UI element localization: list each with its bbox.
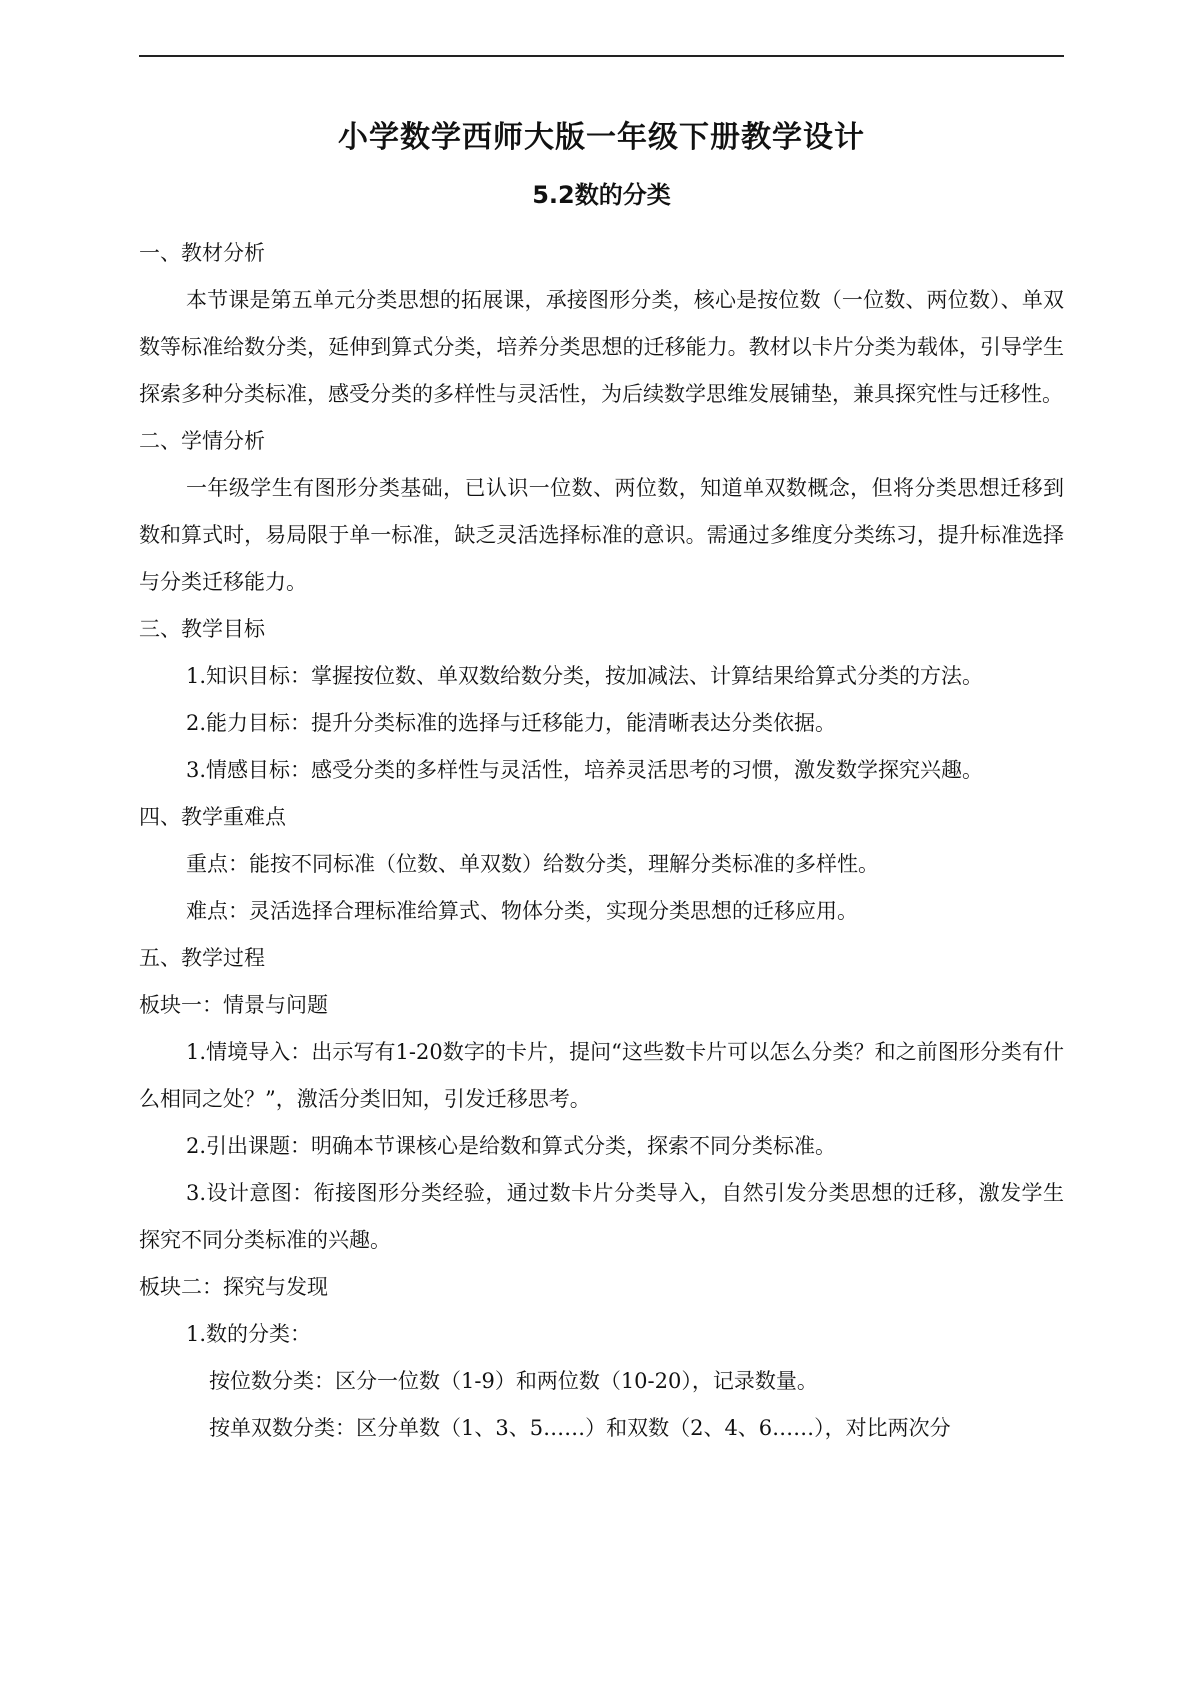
section-heading-textbook-analysis: 一、教材分析 (139, 241, 265, 265)
block-heading-explore: 板块二：探究与发现 (139, 1275, 328, 1299)
document-subtitle: 5.2数的分类 (532, 181, 671, 209)
paragraph-scenario-intro: 1.情境导入：出示写有1-20数字的卡片，提问“这些数卡片可以怎么分类？和之前图形分类有什么相同之处？”，激活分类旧知，引发迁移思考。 (139, 1040, 1064, 1111)
paragraph-difficult-point: 难点：灵活选择合理标准给算式、物体分类，实现分类思想的迁移应用。 (186, 899, 858, 923)
paragraph-design-intent: 3.设计意图：衔接图形分类经验，通过数卡片分类导入，自然引发分类思想的迁移，激发学生探究不同分类标准的兴趣。 (139, 1181, 1064, 1252)
paragraph-goal-knowledge: 1.知识目标：掌握按位数、单双数给数分类，按加减法、计算结果给算式分类的方法。 (186, 664, 984, 688)
paragraph-topic-intro: 2.引出课题：明确本节课核心是给数和算式分类，探索不同分类标准。 (186, 1134, 837, 1158)
paragraph-classify-by-odd-even: 按单双数分类：区分单数（1、3、5……）和双数（2、4、6……），对比两次分 (209, 1416, 951, 1440)
paragraph-student-analysis: 一年级学生有图形分类基础，已认识一位数、两位数，知道单双数概念，但将分类思想迁移到数和算式时，易局限于单一标准，缺乏灵活选择标准的意识。需通过多维度分类练习，提升标准选择与分类迁移能力。 (139, 476, 1064, 594)
paragraph-key-point: 重点：能按不同标准（位数、单双数）给数分类，理解分类标准的多样性。 (186, 852, 879, 876)
section-heading-key-points: 四、教学重难点 (139, 805, 286, 829)
document-body (139, 108, 1064, 1452)
paragraph-classify-by-digits: 按位数分类：区分一位数（1-9）和两位数（10-20），记录数量。 (209, 1369, 818, 1393)
document-title: 小学数学西师大版一年级下册教学设计 (338, 120, 865, 155)
section-heading-teaching-process: 五、教学过程 (139, 946, 265, 970)
section-heading-student-analysis: 二、学情分析 (139, 429, 265, 453)
header-rule (139, 55, 1064, 57)
paragraph-textbook-analysis: 本节课是第五单元分类思想的拓展课，承接图形分类，核心是按位数（一位数、两位数）、单双数等标准给数分类，延伸到算式分类，培养分类思想的迁移能力。教材以卡片分类为载体，引导学生探索多种分类标准，感受分类的多样性与灵活性，为后续数学思维发展铺垫，兼具探究性与迁移性。 (139, 288, 1064, 406)
block-heading-scenario: 板块一：情景与问题 (139, 993, 328, 1017)
paragraph-goal-ability: 2.能力目标：提升分类标准的选择与迁移能力，能清晰表达分类依据。 (186, 711, 837, 735)
section-heading-teaching-goals: 三、教学目标 (139, 617, 265, 641)
paragraph-goal-emotion: 3.情感目标：感受分类的多样性与灵活性，培养灵活思考的习惯，激发数学探究兴趣。 (186, 758, 984, 782)
paragraph-number-classification: 1.数的分类： (186, 1322, 312, 1346)
